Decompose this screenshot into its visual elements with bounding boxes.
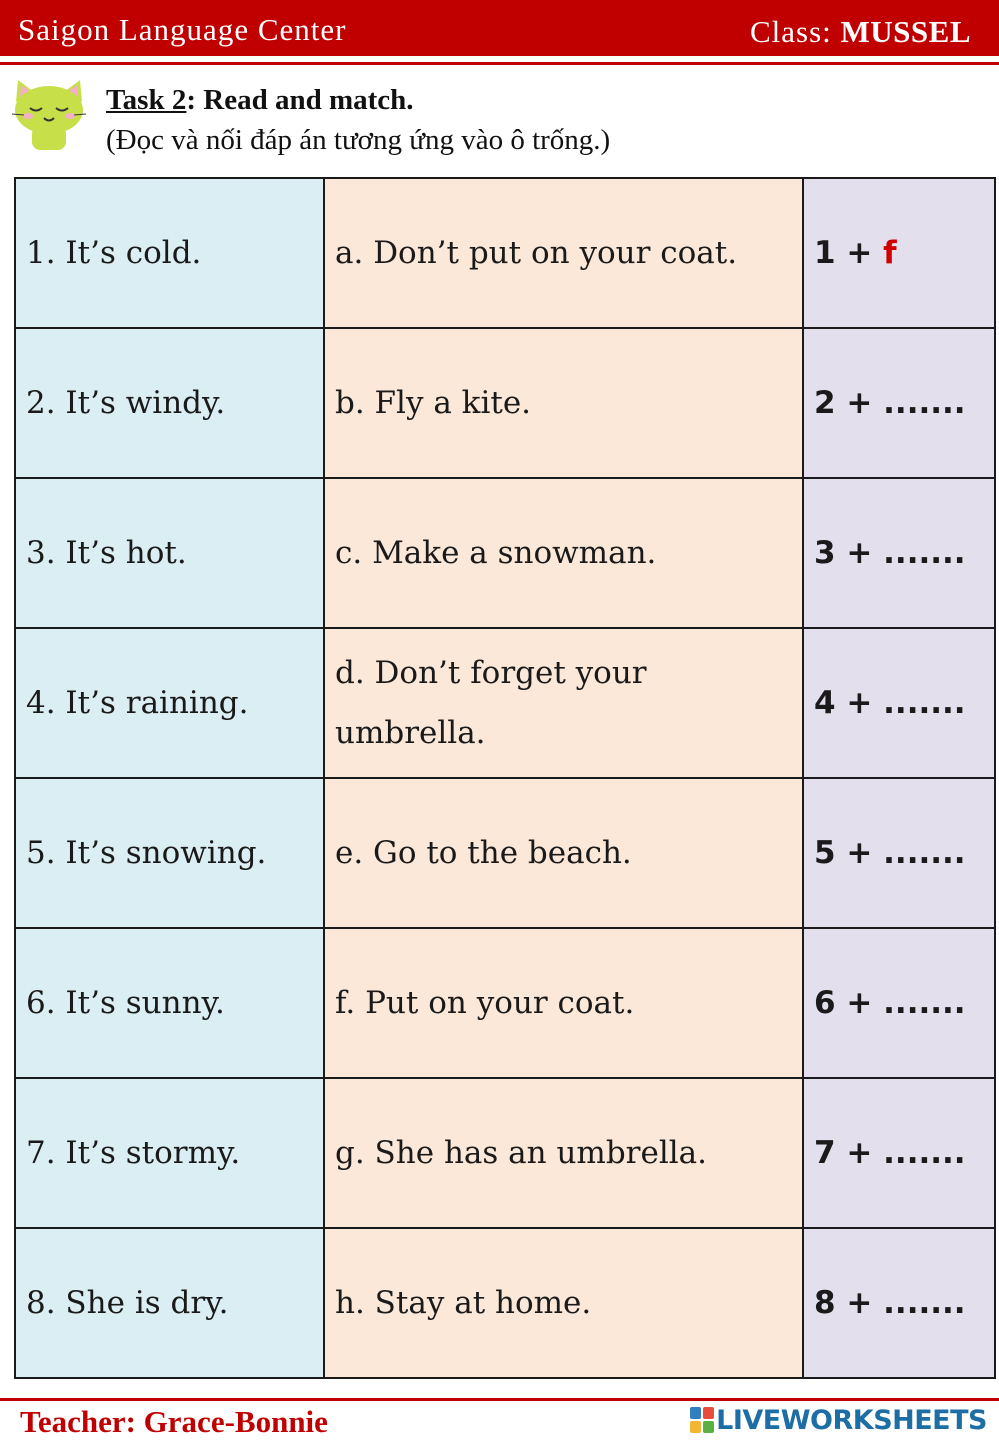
answer-blank[interactable]: ....... bbox=[883, 1135, 966, 1171]
class-info bbox=[750, 14, 971, 50]
table-row bbox=[15, 178, 995, 328]
statement-cell: 2. It’s windy. bbox=[15, 328, 324, 478]
class-label: Class: bbox=[749, 14, 841, 49]
answer-cell[interactable] bbox=[803, 478, 995, 628]
response-cell: c. Make a snowman. bbox=[324, 478, 803, 628]
task-title bbox=[106, 84, 414, 117]
table-row bbox=[15, 778, 995, 928]
liveworksheets-brand: LIVEWORKSHEETS bbox=[716, 1404, 987, 1436]
response-cell: h. Stay at home. bbox=[324, 1228, 803, 1378]
answer-number: 5 + bbox=[814, 835, 884, 871]
center-name: Saigon Language Center bbox=[18, 12, 347, 47]
answer-cell[interactable] bbox=[803, 328, 995, 478]
answer-number: 7 + bbox=[814, 1135, 884, 1171]
teacher-name: Teacher: Grace-Bonnie bbox=[20, 1404, 328, 1439]
statement-cell: 5. It’s snowing. bbox=[15, 778, 324, 928]
answer-blank[interactable]: ....... bbox=[883, 835, 966, 871]
answer-number: 4 + bbox=[814, 685, 884, 721]
table-row bbox=[15, 928, 995, 1078]
answer-blank[interactable]: ....... bbox=[883, 685, 966, 721]
answer-cell[interactable] bbox=[803, 1228, 995, 1378]
statement-cell: 4. It’s raining. bbox=[15, 628, 324, 778]
task-title-rest: : Read and match. bbox=[186, 84, 414, 116]
response-cell: e. Go to the beach. bbox=[324, 778, 803, 928]
liveworksheets-logo-icon bbox=[690, 1407, 714, 1433]
table-row bbox=[15, 478, 995, 628]
response-cell: a. Don’t put on your coat. bbox=[324, 178, 803, 328]
answer-cell[interactable] bbox=[803, 928, 995, 1078]
match-table bbox=[14, 177, 996, 1379]
answer-cell[interactable] bbox=[803, 778, 995, 928]
answer-number: 1 + bbox=[814, 235, 884, 271]
statement-cell: 1. It’s cold. bbox=[15, 178, 324, 328]
answer-blank[interactable]: ....... bbox=[883, 535, 966, 571]
response-cell: g. She has an umbrella. bbox=[324, 1078, 803, 1228]
answer-number: 8 + bbox=[814, 1285, 884, 1321]
table-row bbox=[15, 328, 995, 478]
answer-blank[interactable]: ....... bbox=[883, 1285, 966, 1321]
table-row bbox=[15, 1078, 995, 1228]
liveworksheets-logo[interactable] bbox=[690, 1403, 987, 1437]
statement-cell: 6. It’s sunny. bbox=[15, 928, 324, 1078]
answer-blank[interactable]: ....... bbox=[883, 985, 966, 1021]
header-bar bbox=[0, 0, 999, 56]
statement-cell: 8. She is dry. bbox=[15, 1228, 324, 1378]
answer-value[interactable]: f bbox=[883, 235, 897, 271]
answer-cell[interactable] bbox=[803, 178, 995, 328]
response-cell: d. Don’t forget your umbrella. bbox=[324, 628, 803, 778]
table-row bbox=[15, 1228, 995, 1378]
answer-cell[interactable] bbox=[803, 1078, 995, 1228]
answer-number: 3 + bbox=[814, 535, 884, 571]
statement-cell: 3. It’s hot. bbox=[15, 478, 324, 628]
task-subtitle: (Đọc và nối đáp án tương ứng vào ô trống.) bbox=[106, 124, 611, 156]
header-divider bbox=[0, 62, 999, 65]
answer-blank[interactable]: ....... bbox=[883, 385, 966, 421]
footer-divider bbox=[0, 1398, 999, 1401]
class-value: MUSSEL bbox=[840, 14, 971, 49]
statement-cell: 7. It’s stormy. bbox=[15, 1078, 324, 1228]
table-row bbox=[15, 628, 995, 778]
response-cell: b. Fly a kite. bbox=[324, 328, 803, 478]
answer-cell[interactable] bbox=[803, 628, 995, 778]
response-cell: f. Put on your coat. bbox=[324, 928, 803, 1078]
cat-mascot-icon bbox=[6, 72, 92, 152]
answer-number: 2 + bbox=[814, 385, 884, 421]
answer-number: 6 + bbox=[814, 985, 884, 1021]
task-label: Task 2 bbox=[106, 84, 187, 116]
